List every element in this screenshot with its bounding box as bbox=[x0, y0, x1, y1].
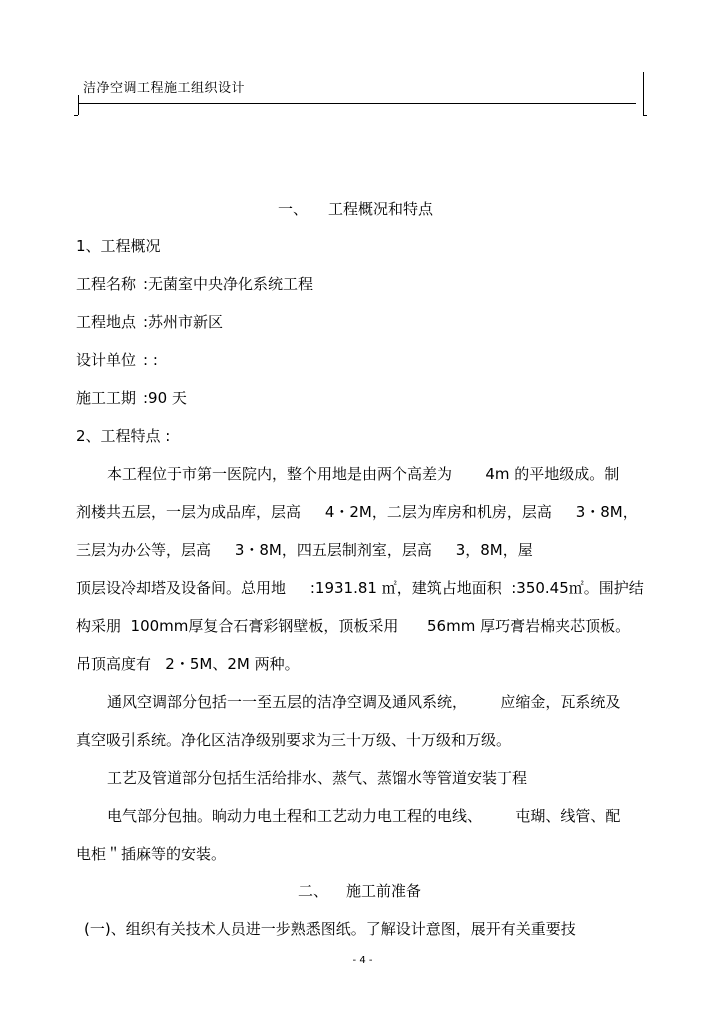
para1-line: 顶层设冷却塔及设备间。总用地 :1931.81 ㎡，建筑占地面积 :350.45㎡。围护结 bbox=[76, 579, 644, 597]
para4-line: 电柜＂插麻等的安装。 bbox=[76, 845, 227, 863]
header-right-tick bbox=[643, 115, 647, 116]
project-location-label: 工程地点 bbox=[76, 313, 137, 331]
section2-item1: (一)、组织有关技术人员进一步熟悉图纸。了解设计意图，展开有关重要技 bbox=[84, 920, 576, 938]
section2-title: 施工前准备 bbox=[346, 882, 422, 900]
duration-label: 施工工期 bbox=[76, 389, 137, 407]
para1-line: 吊顶高度有 2・5M、2M 两种。 bbox=[76, 655, 300, 673]
page-number: - 4 - bbox=[352, 955, 373, 966]
section1-sub2-heading: 2、工程特点 : bbox=[76, 427, 171, 445]
para2-line: 通风空调部分包括一一至五层的洁净空调及通风系统， 应缩金，瓦系统及 bbox=[107, 693, 621, 711]
para1-line: 三层为办公等，层高 3・8M，四五层制剂室，层高 3，8M，屋 bbox=[76, 541, 533, 559]
project-name-value: :无菌室中央净化系统工程 bbox=[143, 275, 314, 293]
para3-line: 工艺及管道部分包括生活给排水、蒸气、蒸馏水等管道安装丁程 bbox=[107, 769, 528, 787]
design-unit-label: 设计单位 bbox=[76, 351, 137, 369]
project-name-label: 工程名称 bbox=[76, 275, 137, 293]
section1-sub1-heading: 1、工程概况 bbox=[76, 237, 161, 255]
duration-value: :90 天 bbox=[143, 389, 187, 407]
para1-line: 本工程位于市第一医院内，整个用地是由两个高差为 4m 的平地级成。制 bbox=[107, 465, 620, 483]
header-right-bracket bbox=[643, 72, 644, 115]
section1-number: 一、 bbox=[278, 200, 309, 218]
header-left-bracket bbox=[78, 95, 79, 115]
para2-line: 真空吸引系统。净化区洁净级别要求为三十万级、十万级和万级。 bbox=[76, 731, 512, 749]
project-location-value: :苏州市新区 bbox=[143, 313, 224, 331]
header-rule bbox=[78, 103, 636, 104]
section1-title: 工程概况和特点 bbox=[328, 200, 434, 218]
para4-line: 电气部分包抽。晌动力电土程和工艺动力电工程的电线、 屯瑚、线管、配 bbox=[107, 807, 621, 825]
header-left-tick bbox=[74, 115, 78, 116]
header-title: 洁净空调工程施工组织设计 bbox=[83, 81, 246, 96]
design-unit-value: : : bbox=[143, 351, 158, 369]
para1-line: 剂楼共五层，一层为成品库，层高 4・2M，二层为库房和机房，层高 3・8M， bbox=[76, 503, 638, 521]
section2-number: 二、 bbox=[298, 882, 329, 900]
para1-line: 构采朋 100mm厚复合石膏彩钢壁板，顶板采用 56mm 厚巧膏岩棉夹芯顶板。 bbox=[76, 617, 631, 635]
